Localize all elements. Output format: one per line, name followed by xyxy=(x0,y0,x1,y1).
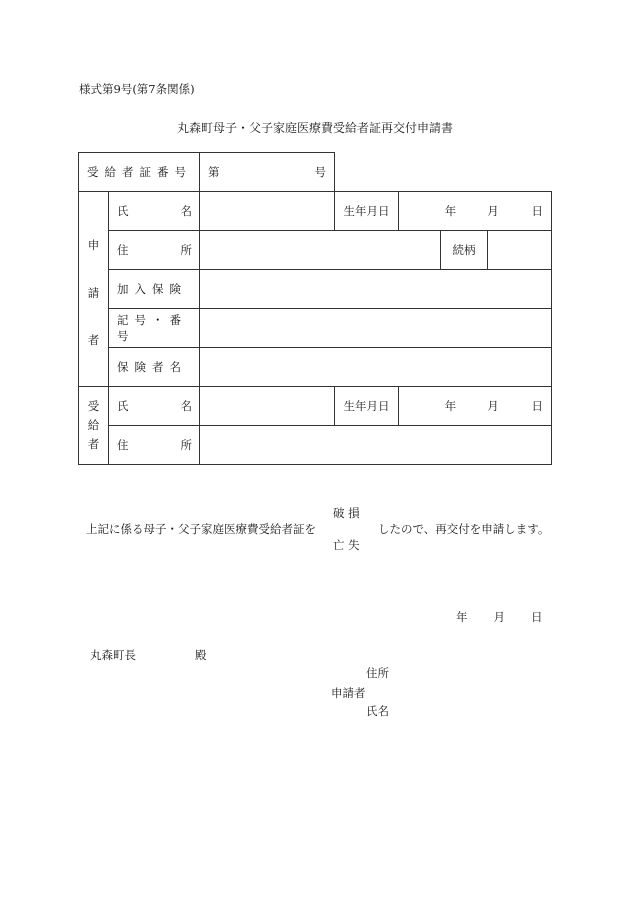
applicant-address-field[interactable] xyxy=(200,231,441,270)
applicant-dob-field[interactable]: 年 月 日 xyxy=(399,192,552,231)
symbol-number-label: 記号・番号 xyxy=(109,309,200,348)
applicant-side-label xyxy=(79,192,109,387)
applicant-address-label: 住 所 xyxy=(109,231,200,270)
insurer-name-field[interactable] xyxy=(200,348,552,387)
signature-name-label: 氏名 xyxy=(366,704,389,718)
applicant-name-label: 氏 名 xyxy=(109,192,200,231)
signature-applicant-label: 申請者 xyxy=(331,686,366,700)
recipient-dob-label: 生年月日 xyxy=(335,387,399,426)
recipient-name-field[interactable] xyxy=(200,387,335,426)
recipient-side-label: 受 給 者 xyxy=(79,387,109,465)
option-damaged[interactable]: 破 損 xyxy=(333,506,360,520)
applicant-side-char: 者 xyxy=(87,333,100,348)
applicant-name-field[interactable] xyxy=(200,192,335,231)
applicant-dob-label: 生年月日 xyxy=(335,192,399,231)
honorific: 殿 xyxy=(195,648,207,662)
document-title: 丸森町母子・父子家庭医療費受給者証再交付申請書 xyxy=(176,121,453,135)
cert-number-field[interactable] xyxy=(200,153,335,192)
relationship-label: 続柄 xyxy=(441,231,488,270)
recipient-dob-field[interactable]: 年 月 日 xyxy=(399,387,552,426)
signature-address-label: 住所 xyxy=(366,666,389,680)
insurance-label: 加入保険 xyxy=(109,270,200,309)
applicant-side-char: 請 xyxy=(87,285,100,300)
statement-prefix: 上記に係る母子・父子家庭医療費受給者証を xyxy=(86,522,316,536)
option-lost[interactable]: 亡 失 xyxy=(333,538,360,552)
statement-suffix: したので、再交付を申請します。 xyxy=(378,522,550,536)
blank-area xyxy=(335,153,552,192)
cert-number-prefix: 第 xyxy=(208,165,220,179)
insurer-name-label: 保険者名 xyxy=(109,348,200,387)
relationship-field[interactable] xyxy=(488,231,552,270)
signature-date[interactable]: 年 月 日 xyxy=(456,610,543,624)
recipient-address-label: 住 所 xyxy=(109,426,200,465)
symbol-number-field[interactable] xyxy=(200,309,552,348)
form-number: 様式第9号(第7条関係) xyxy=(79,82,195,96)
applicant-side-char: 申 xyxy=(87,238,100,252)
addressee: 丸森町長 xyxy=(90,648,136,662)
cert-number-label: 受給者証番号 xyxy=(79,153,200,192)
recipient-address-field[interactable] xyxy=(200,426,552,465)
insurance-field[interactable] xyxy=(200,270,552,309)
recipient-name-label: 氏 名 xyxy=(109,387,200,426)
application-form-table xyxy=(78,152,552,465)
cert-number-suffix: 号 xyxy=(314,165,326,179)
